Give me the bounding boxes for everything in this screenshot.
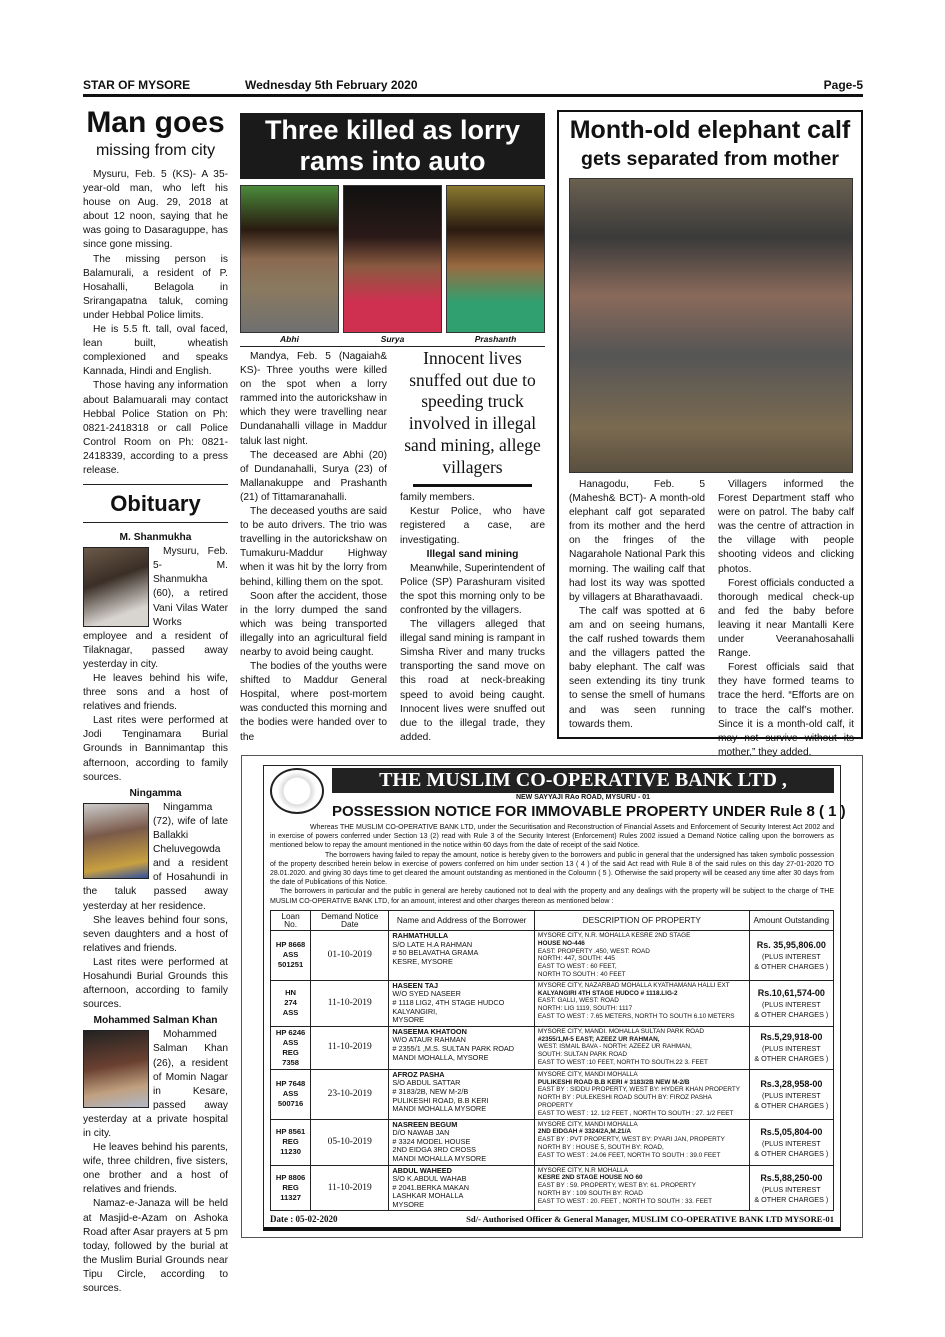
accident-headline [240,113,545,179]
property-line: 2ND EIDGAH # 3324/2A,M.21/A [537,1128,631,1136]
paragraph: Last rites were performed at Hosahundi Burial Grounds this afternoon, according to family sources. [83,956,228,1011]
property-line: NORTH: LIG 1119, SOUTH: 1117 [537,1005,633,1013]
borrower-cell [389,1069,535,1119]
borrower-address-line: S/O ABDUL SATTAR [392,1078,461,1088]
paragraph: Villagers informed the Forest Department staff who were on patrol. The baby calf was the centre of attraction in the village with people shooting videos and clicking photos. [718,479,854,575]
property-line: EAST TO WEST : 7.65 METERS, NORTH TO SOUTH 6.10 METERS [537,1012,735,1020]
property-line: MYSORE CITY, N.R. MOHALLA KESRE 2ND STAGE [537,932,691,940]
amount-outstanding: Rs.3,28,958-00 [760,1078,823,1089]
paragraph: Mohammed Salman Khan (26), a resident of Momin Nagar in Kesare, passed away yesterday at a private hospital in city. [83,1029,228,1139]
borrower-address-line: # 1118 LIG2, 4TH STAGE HUDCO [392,997,505,1007]
obit-name: M. Shanmukha [119,532,192,544]
property-cell [534,1026,749,1069]
amount-cell [749,1069,833,1119]
table-row [271,1069,834,1119]
amount-cell [749,980,833,1026]
loan-cell [271,1165,311,1211]
paragraph: He leaves behind his parents, wife, three children, five sisters, one brother and a host of relatives and friends. [83,1142,228,1196]
table-row [271,1165,834,1211]
property-line: MYSORE CITY, NAZARBAD MOHALLA KYATHAMANA HALLI EXT [537,981,730,989]
borrower-address-line: S/O LATE H.A RAHMAN [392,939,473,949]
amount-outstanding: Rs.10,61,574-00 [757,987,825,998]
notice-date-cell: 11-10-2019 [311,980,389,1026]
borrower-address-line: PULIKESHI ROAD, B.B KERI [392,1095,489,1105]
property-cell [534,1119,749,1165]
elephant-calf-photo [569,178,853,473]
table-row [271,1119,834,1165]
notice-date-cell: 05-10-2019 [311,1119,389,1165]
borrower-name: NASREEN BEGUM [392,1119,458,1129]
property-line: EAST BY : 59. PROPERTY, WEST BY: 61. PROPERTY [537,1182,696,1190]
paragraph: The missing person is Balamurali, a resident of P. Hosahalli, Belagola in Srirangapatna taluk, coming under Hebbal Police limits. [83,253,228,321]
paragraph: Hanagodu, Feb. 5 (Mahesh& BCT)- A month-old elephant calf got separated from its mother and the herd on the fringes of the Nagarahole National Park this morning. The wailing calf that had lost its way was spotted by villagers at Bharathavaadi. [569,479,705,603]
property-line: NORTH BY : 109 SOUTH BY: ROAD [537,1189,643,1197]
obit-name: Mohammed Salman Khan [93,1015,218,1027]
borrower-name: NASEEMA KHATOON [392,1026,467,1036]
borrower-address-line: # 50 BELAVATHA GRAMA [392,948,479,958]
borrower-cell [389,1026,535,1069]
loan-number-line: REG [282,1183,299,1192]
paragraph: He leaves behind his wife, three sons and a host of relatives and friends. [83,673,228,713]
borrower-address-line: # 2355/1 ,M.S. SULTAN PARK ROAD [392,1043,515,1053]
photo-caption: Surya [380,334,405,344]
borrower-cell [389,1165,535,1211]
paragraph: Meanwhile, Superintendent of Police (SP) Parashuram visited the spot this morning only to be confronted by the villagers. [400,562,545,616]
loan-number-line: REG [282,1137,299,1147]
loan-number-line: 500716 [277,1099,304,1109]
borrower-cell [389,931,535,981]
newspaper-name: STAR OF MYSORE [83,78,191,92]
bank-seal-logo [270,768,324,814]
loan-number-line: 11327 [280,1193,301,1202]
headline: Man goes [86,106,225,139]
amount-note: (PLUS INTEREST [761,951,821,961]
amount-note: & OTHER CHARGES ) [754,1148,829,1158]
headline-line: rams into auto [299,146,486,176]
amount-note: (PLUS INTEREST [761,1090,821,1100]
loan-number-line: 11230 [280,1147,301,1157]
subheading: Illegal sand mining [426,548,519,560]
borrower-address-line: 2ND EIDGA 3RD CROSS [392,1145,476,1155]
property-line: EAST TO WEST : 60 FEET, [537,963,617,971]
loan-cell [271,1026,311,1069]
borrower-address-line: S/O K.ABDUL WAHAB [392,1174,467,1184]
advertisement-frame [241,755,863,1238]
amount-note: (PLUS INTEREST [761,1044,821,1054]
property-line: EAST TO WEST : 24.06 FEET, NORTH TO SOUTH : 39.0 FEET [537,1151,721,1159]
property-line: #2355/1,M-5 EAST; AZEEZ UR RAHMAN, [537,1035,660,1043]
paragraph: Those having any information about Balamuarali may contact Hebbal Police Station on Ph: 0821-2418318 or call Police Control Room on Ph: 0821-2418339, according to a press release. [83,380,228,476]
photo-caption: Prashanth [474,334,517,344]
obit-photo-shanmukha [83,547,149,627]
loan-number-line: HP 7648 [275,1079,306,1089]
property-line: KALYANGIRI 4TH STAGE HUDCO # 1118.LIG-2 [537,989,678,997]
property-line: EAST BY : PVT PROPERTY, WEST BY: PYARI JAN, PROPERTY [537,1136,725,1144]
loan-number-line: ASS [282,950,299,960]
amount-note: (PLUS INTEREST [761,999,821,1009]
amount-cell [749,1026,833,1069]
table-row [271,980,834,1026]
property-line: PULIKESHI ROAD B.B KERI # 3183/2B NEW M-2/B [537,1078,690,1086]
property-line: NORTH BY : PULEKESHI ROAD SOUTH BY: FIROZ PASHA PROPERTY [537,1094,712,1109]
borrower-address-line: D/O NAWAB JAN [392,1128,450,1138]
borrower-address-line: MANDI MOHALLA, MYSORE [392,1052,489,1062]
notice-title: POSSESSION NOTICE FOR IMMOVABLE PROPERTY UNDER Rule 8 ( 1 ) [332,803,846,820]
col-header: DESCRIPTION OF PROPERTY [534,910,749,930]
notice-text [270,823,834,906]
borrower-address-line: W/O ATAUR RAHMAN [392,1035,466,1045]
amount-note: & OTHER CHARGES ) [754,1194,829,1204]
obituary-heading: Obituary [83,484,228,523]
amount-note: & OTHER CHARGES ) [754,961,829,971]
property-cell [534,1165,749,1211]
amount-outstanding: Rs. 35,95,806.00 [756,939,826,950]
loan-number-line: REG [282,1047,299,1057]
property-cell [534,980,749,1026]
notice-footer [270,1214,834,1224]
loan-number-line: HP 6246 [275,1027,306,1037]
property-cell [534,931,749,981]
loan-cell [271,980,311,1026]
obituary-section [83,484,228,1296]
notice-paragraph: Whereas THE MUSLIM CO-OPERATIVE BANK LTD, under the Securitisation and Reconstruction of Financial Assets and Enforcement of Security Interest Act 2002 and in exercise of powers conferred under Section 13 (2) read with Rule 3 of the Security Interest (Enforcement) Rules 2002 issued a Demand Notice calling upon the borrowers as mentioned below to repay the amount mentioned in the notice within 60 days from the date of receipt of the said Notice. [270,824,834,850]
paragraph: Kestur Police, who have registered a case, are investigating. [400,506,545,546]
loan-number-line: ASS [282,1089,299,1099]
property-line: EAST TO WEST : 12. 1/2 FEET , NORTH TO SOUTH : 27. 1/2 FEET [537,1109,734,1117]
col-header: Loan No. [271,910,311,930]
borrower-address-line: # 2041.BERKA MAKAN [392,1182,470,1192]
loan-cell [271,931,311,981]
amount-note: (PLUS INTEREST [761,1138,821,1148]
property-line: NORTH TO SOUTH : 40 FEET [537,971,626,978]
amount-note: & OTHER CHARGES ) [754,1054,829,1064]
photo-caption: Abhi [280,334,299,344]
pull-quote-rule [413,484,532,487]
amount-cell [749,1165,833,1211]
notice-signature: Sd/- Authorised Officer & General Manager, MUSLIM CO-OPERATIVE BANK LTD MYSORE-01 [466,1214,834,1225]
col-header: Demand Notice Date [311,910,389,930]
borrower-address-line: KESRE, MYSORE [392,956,453,966]
borrower-address-line: # 3183/2B, NEW M-2/B [392,1086,469,1096]
amount-outstanding: Rs.5,29,918-00 [760,1032,823,1043]
page-number: Page-5 [823,78,863,92]
elephant-headline [561,114,859,172]
elephant-col-2 [718,478,854,760]
headline-line: Month-old elephant calf [569,116,851,144]
borrower-name: ABDUL WAHEED [392,1165,452,1175]
property-line: MYSORE CITY, MANDI. MOHALLA SULTAN PARK ROAD [537,1027,704,1035]
headline-line: Three killed as lorry [264,115,521,145]
loan-number-line: ASS [282,1008,299,1018]
loan-cell [271,1069,311,1119]
pull-quote: Innocent lives snuffed out due to speeding truck involved in illegal sand mining, allege villagers [404,348,541,477]
borrower-cell [389,980,535,1026]
amount-outstanding: Rs.5,88,250-00 [760,1172,823,1183]
subheadline: missing from city [95,142,216,159]
obit-photo-salman-khan [83,1030,149,1108]
property-line: EAST: PROPERTY .450, WEST: ROAD [537,947,650,955]
borrower-address-line: KALYANGIRI, [392,1006,438,1016]
bank-name: THE MUSLIM CO-OPERATIVE BANK LTD , [332,768,834,793]
loan-number-line: HN [285,988,297,998]
photo-prashanth [446,185,545,333]
property-line: SOUTH: SULTAN PARK ROAD [537,1051,628,1059]
property-line: MYSORE CITY, N.R MOHALLA [537,1166,629,1174]
property-line: MYSORE CITY, MANDI MOHALLA [537,1070,638,1078]
notice-paragraph: The borrowers in particular and the public in general are hereby cautioned not to deal with the property and any dealings with the property will be subject to the charge of THE MUSLIM CO-OPERATIVE BANK LTD, for an amount, interest and other charges thereon as mentioned below : [270,888,834,905]
loan-number-line: HP 8668 [275,940,306,950]
col-header: Amount Outstanding [749,910,833,930]
paragraph: Forest officials said that they have formed teams to trace the herd. “Efforts are on to trace the calf’s mother. Since it is a month-old calf, it may not survive without its mother,” they added. [718,662,854,758]
borrowers-table [270,910,834,1212]
header-rule [83,94,863,97]
possession-notice [263,765,846,1231]
borrower-address-line: LASHKAR MOHALLA [392,1191,464,1201]
notice-header [270,768,846,821]
property-line: HOUSE NO-446 [537,939,585,947]
borrower-address-line: MYSORE [392,1199,425,1209]
notice-date-cell: 01-10-2019 [311,931,389,981]
borrower-address-line: MYSORE [392,1015,425,1025]
accident-col-2 [400,491,545,745]
notice-date-cell: 11-10-2019 [311,1165,389,1211]
property-line: KESRE 2ND STAGE HOUSE NO 60 [537,1174,643,1182]
paragraph: He is 5.5 ft. tall, oval faced, lean built, wheatish complexioned and speaks Kannada, Hindi and English. [83,324,228,378]
loan-number-line: 274 [284,998,297,1008]
paragraph: The villagers alleged that illegal sand mining is rampant in Simsha River and many trucks transporting the sand move on this road at neck-breaking speed to avoid being caught. Innocent lives were snuffed out due to the illegal trade, they added. [400,619,545,743]
loan-number-line: 501251 [277,960,304,970]
table-header-row [271,910,834,930]
loan-number-line: HP 8561 [275,1127,306,1137]
property-line: MYSORE CITY, MANDI MOHALLA [537,1120,638,1128]
paragraph: Mandya, Feb. 5 (Nagaiah& KS)- Three youths were killed on the spot when a lorry rammed into the autorickshaw in which they were travelling near Dundanahalli village in Maddur taluk last night. [240,351,387,447]
paragraph: family members. [400,492,475,504]
notice-paragraph: The borrowers having failed to repay the amount, notice is hereby given to the borrowers and public in general that the undersigned has taken symbolic possession of the property described herein below in exercise of powers conferred on him under section 13 ( 4 ) of the said Act read with Rule 8 of the said rules on this day 27-01-2020 TO 28.01.2020. and giving 30 days time to get cleared the amount outstanding as mentioned in the Coloumn ( 5 ). Otherwise the said property will be ceased any time after 30 days from the date of Publications of this Notice. [270,851,834,887]
paragraph: The calf was spotted at 6 am and on seeing humans, the calf rushed towards them and the villagers patted the baby elephant. The calf was seen extending its tiny trunk to sense the smell of humans and was seen running towards them. [569,605,705,730]
notice-date: Date : 05-02-2020 [270,1214,338,1225]
photo-surya [343,185,442,333]
col-header: Name and Address of the Borrower [389,910,535,930]
borrower-name: HASEEN TAJ [392,980,439,990]
borrower-name: AFROZ PASHA [392,1069,445,1079]
borrower-address-line: MANDI MOHALLA MYSORE [392,1104,487,1114]
loan-cell [271,1119,311,1165]
notice-date-cell: 23-10-2019 [311,1069,389,1119]
amount-note: & OTHER CHARGES ) [754,1100,829,1110]
borrower-name: RAHMATHULLA [392,931,449,941]
property-line: EAST BY : SIDDU PROPERTY, WEST BY: HYDER KHAN PROPERTY [537,1086,740,1094]
accident-col-2-wrapper [400,348,545,745]
property-line: WEST: ISMAIL BAVA - NORTH: AZEEZ UR RAHMAN, [537,1043,692,1051]
paragraph: Soon after the accident, those in the lorry dumped the sand which was being transported illegally into an agricultural field nearby to avoid being caught. [240,590,387,658]
borrower-address-line: # 3324 MODEL HOUSE [392,1136,471,1146]
paragraph: Mysuru, Feb. 5- M. Shanmukha (60), a retired Vani Vilas Water Works employee and a resident of Tilaknagar, passed away yesterday in city. [83,546,228,670]
property-line: EAST TO WEST :10 FEET, NORTH TO SOUTH.22 3. FEET [537,1058,708,1066]
paragraph: Mysuru, Feb. 5 (KS)- A 35-year-old man, who left his house on Aug. 29, 2018 at about 12 noon, saying that he was going to Dasaraguppe, has since gone missing. [83,169,228,251]
headline-line: gets separated from mother [581,148,839,170]
divider [240,346,545,347]
obit-photo-ningamma [83,803,149,879]
table-row [271,1026,834,1069]
paragraph: Namaz-e-Janaza will be held at Masjid-e-Azam on Ashoka Road after Asar prayers at 5 pm today, followed by the burial at the Muslim Burial Grounds near Tipu Circle, according to sources. [83,1198,228,1295]
amount-outstanding: Rs.5,05,804-00 [760,1126,823,1137]
paragraph: The deceased are Abhi (20) of Dundanahalli, Surya (23) of Mallanakuppe and Prashanth (21) of Tittamaranahalli. [240,449,387,503]
elephant-col-1 [569,478,705,732]
amount-note: (PLUS INTEREST [761,1184,821,1194]
paragraph: The deceased youths are said to be auto drivers. The trio was travelling in the autorickshaw on Tumakuru-Maddur Highway when it was hit by the lorry from behind, killing them on the spot. [240,506,387,588]
amount-cell [749,1119,833,1165]
borrower-address-line: W/O SYED NASEER [392,989,461,999]
left-column [83,106,228,1296]
loan-number-line: HP 8806 [275,1173,306,1182]
loan-number-line: 7358 [282,1057,300,1067]
missing-article [83,106,228,478]
property-line: EAST: GALLI, WEST: ROAD [537,997,619,1005]
borrower-address-line: MANDI MOHALLA MYSORE [392,1153,487,1163]
borrower-cell [389,1119,535,1165]
property-line: EAST TO WEST : 20. FEET , NORTH TO SOUTH : 33. FEET [537,1197,713,1205]
obit-name: Ningamma [129,787,182,799]
paragraph: She leaves behind four sons, seven daughters and a host of relatives and friends. [83,914,228,954]
notice-date-cell: 11-10-2019 [311,1026,389,1069]
photo-abhi [240,185,339,333]
amount-note: & OTHER CHARGES ) [754,1009,829,1019]
property-cell [534,1069,749,1119]
accident-col-1 [240,350,387,745]
table-row [271,931,834,981]
paragraph: Forest officials conducted a thorough medical check-up and fed the baby before leaving it near Mantalli Kere under Veeranahosahalli Range. [718,577,854,660]
paragraph: The bodies of the youths were shifted to Maddur General Hospital, where post-mortem was conducted this morning and the bodies were handed over to the [240,661,387,743]
property-line: NORTH: 447, SOUTH: 445 [537,955,615,963]
property-line: NORTH BY : HOUSE 5, SOUTH BY: ROAD, [537,1143,664,1151]
bank-address: NEW SAYYAJI RAo ROAD, MYSURU - 01 [515,794,651,801]
paragraph: Ningamma (72), wife of late Ballakki Cheluvegowda and a resident of Hosahundi in the taluk passed away yesterday at her residence. [83,801,228,912]
amount-cell [749,931,833,981]
loan-number-line: ASS [282,1037,299,1047]
paragraph: Last rites were performed at Jodi Tenginamara Burial Grounds in Bannimantap this afternoon, according to family sources. [83,715,228,783]
issue-date: Wednesday 5th February 2020 [245,78,418,92]
